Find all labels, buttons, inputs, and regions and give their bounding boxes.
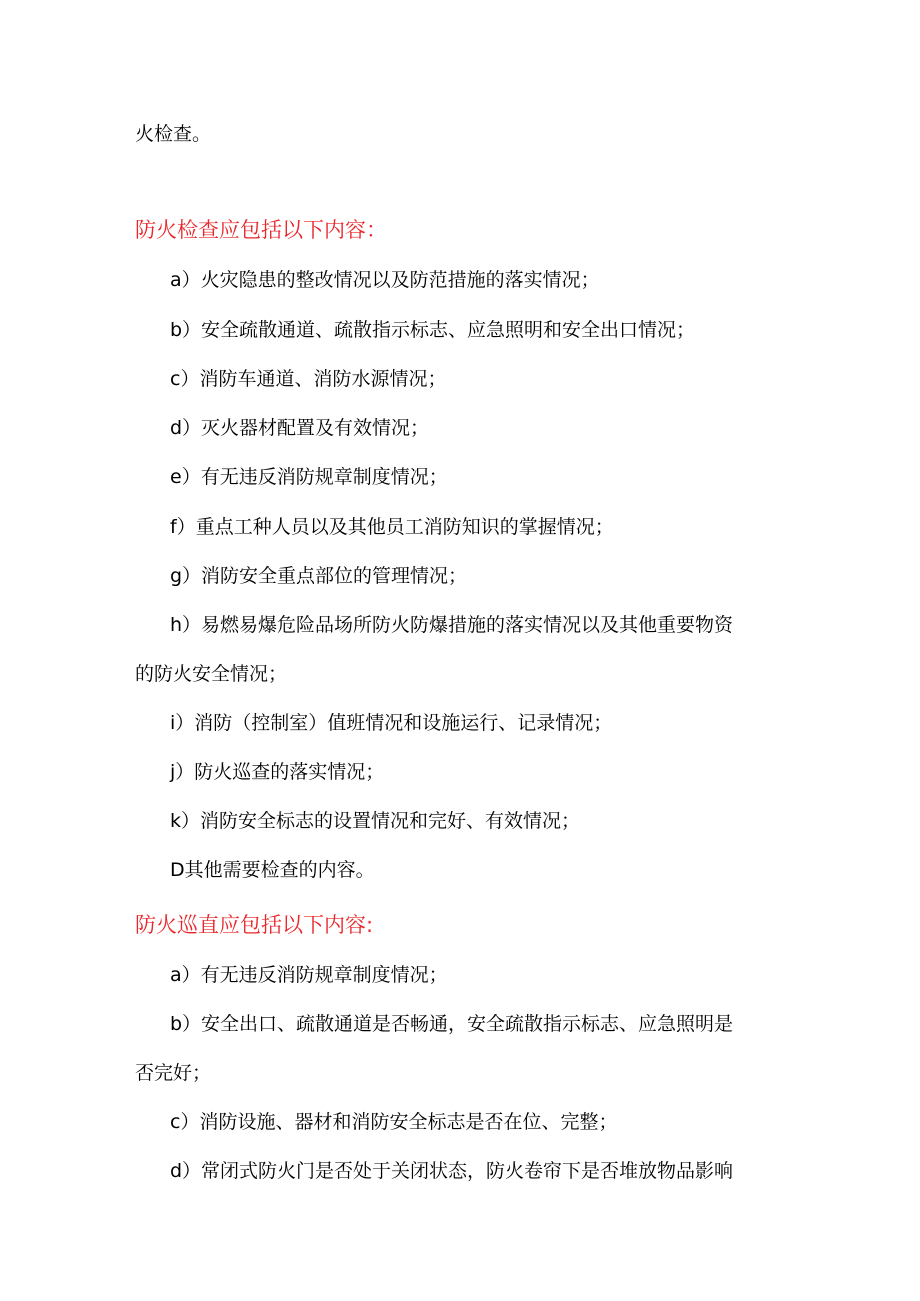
list-item: j）防火巡查的落实情况； [170, 761, 385, 783]
section-heading-inspection: 防火检查应包括以下内容： [135, 218, 387, 242]
list-item: d）灭火器材配置及有效情况； [170, 417, 430, 439]
list-item: a）有无违反消防规章制度情况； [170, 964, 448, 986]
list-item: b）安全疏散通道、疏散指示标志、应急照明和安全出口情况； [170, 319, 696, 341]
list-item: b）安全出口、疏散通道是否畅通，安全疏散指示标志、应急照明是 [170, 1013, 734, 1035]
list-item: h）易燃易爆危险品场所防火防爆措施的落实情况以及其他重要物资 [170, 614, 734, 636]
lead-line: 火检查。 [135, 123, 212, 145]
list-item: D其他需要检查的内容。 [170, 859, 375, 881]
list-item: k）消防安全标志的设置情况和完好、有效情况； [170, 810, 581, 832]
section-heading-patrol: 防火巡直应包括以下内容: [135, 913, 374, 937]
list-item: i）消防（控制室）值班情况和设施运行、记录情况； [170, 712, 613, 734]
list-item: a）火灾隐患的整改情况以及防范措施的落实情况； [170, 269, 600, 291]
list-item: e）有无违反消防规章制度情况； [170, 466, 448, 488]
list-item: c）消防车通道、消防水源情况； [170, 368, 447, 390]
list-item: c）消防设施、器材和消防安全标志是否在位、完整； [170, 1111, 618, 1133]
list-item: d）常闭式防火门是否处于关闭状态，防火卷帘下是否堆放物品影响 [170, 1160, 734, 1182]
list-item-continuation: 否完好； [135, 1062, 212, 1084]
list-item-continuation: 的防火安全情况； [135, 663, 288, 685]
list-item: g）消防安全重点部位的管理情况； [170, 565, 468, 587]
list-item: f）重点工种人员以及其他员工消防知识的掌握情况； [170, 516, 614, 538]
